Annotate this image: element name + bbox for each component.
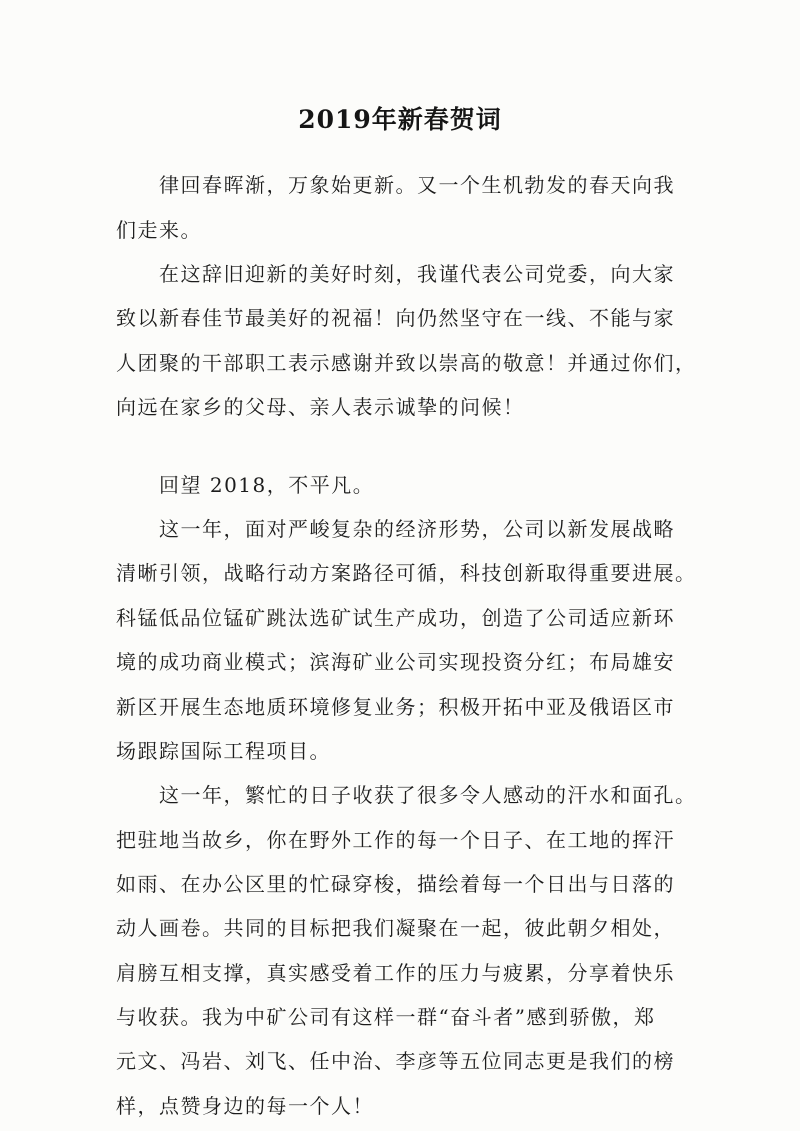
paragraph-line: 境的成功商业模式；滨海矿业公司实现投资分红；布局雄安	[116, 650, 675, 674]
paragraph-line: 新区开展生态地质环境修复业务；积极开拓中亚及俄语区市	[116, 695, 675, 719]
paragraph-line: 科锰低品位锰矿跳汰选矿试生产成功，创造了公司适应新环	[116, 606, 675, 630]
paragraph-line: 回望 2018，不平凡。	[159, 473, 375, 497]
paragraph-line: 如雨、在办公区里的忙碌穿梭，描绘着每一个日出与日落的	[116, 872, 675, 896]
paragraph-line: 清晰引领，战略行动方案路径可循，科技创新取得重要进展。	[116, 561, 697, 585]
paragraph-line: 人团聚的干部职工表示感谢并致以崇高的敬意！并通过你们，	[116, 351, 697, 375]
paragraph-line: 肩膀互相支撑，真实感受着工作的压力与疲累，分享着快乐	[116, 961, 675, 985]
paragraph-line: 动人画卷。共同的目标把我们凝聚在一起，彼此朝夕相处，	[116, 916, 675, 940]
paragraph-line: 向远在家乡的父母、亲人表示诚挚的问候！	[116, 395, 525, 419]
paragraph-line: 律回春晖渐，万象始更新。又一个生机勃发的春天向我	[159, 173, 675, 197]
paragraph-line: 在这辞旧迎新的美好时刻，我谨代表公司党委，向大家	[159, 262, 675, 286]
paragraph-line: 这一年，繁忙的日子收获了很多令人感动的汗水和面孔。	[159, 783, 697, 807]
paragraph-line: 们走来。	[116, 218, 202, 242]
paragraph-line: 把驻地当故乡，你在野外工作的每一个日子、在工地的挥汗	[116, 828, 675, 852]
paragraph-line: 这一年，面对严峻复杂的经济形势，公司以新发展战略	[159, 517, 675, 541]
paragraph-line: 样，点赞身边的每一个人！	[116, 1094, 374, 1118]
paragraph-line: 与收获。我为中矿公司有这样一群“奋斗者”感到骄傲，郑	[116, 1005, 656, 1029]
document-title: 2019年新春贺词	[298, 105, 502, 134]
paragraph-line: 元文、冯岩、刘飞、任中治、李彦等五位同志更是我们的榜	[116, 1049, 675, 1073]
paragraph-line: 场跟踪国际工程项目。	[116, 739, 331, 763]
paragraph-line: 致以新春佳节最美好的祝福！向仍然坚守在一线、不能与家	[116, 306, 675, 330]
